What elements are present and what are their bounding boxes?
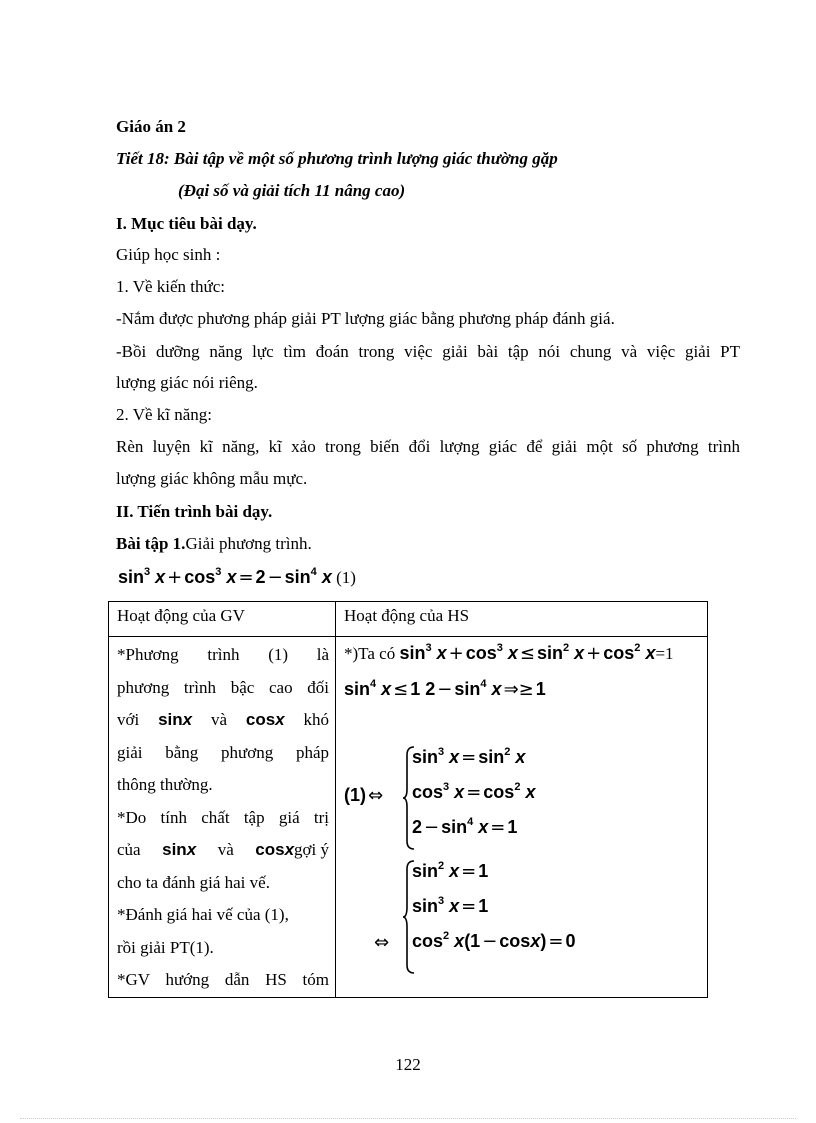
gv-word: của: [117, 840, 141, 859]
student-activity-cell: [336, 637, 708, 998]
system-1: [412, 747, 612, 857]
footer-divider: [20, 1118, 796, 1119]
gv-line: *GV hướng dẫn HS tóm: [117, 970, 329, 989]
math-cosx: cosx: [245, 710, 285, 729]
exercise-label: Bài tập 1.: [116, 534, 186, 553]
hs-inequality-line: [344, 643, 674, 664]
lesson-title: Tiết 18: Bài tập về một số phương trình lượng giác thường gặp: [116, 149, 558, 168]
skills-heading: 2. Về kĩ năng:: [116, 405, 213, 424]
system-1-row-3: $2 - \sin^4 x = 1$: [412, 816, 518, 838]
table-header-row: [109, 602, 708, 637]
system-1-row-1: $\sin^3 x = \sin^2 x$: [412, 746, 526, 768]
system-label: (1): [344, 785, 366, 805]
hs-second-line: [344, 679, 546, 700]
teacher-activity-cell: [109, 637, 336, 998]
gv-line: thông thường.: [117, 775, 213, 794]
math-sinx: sinx: [158, 710, 193, 729]
math-cosx: cosx: [255, 840, 295, 859]
system-1-label: (1) ⇔: [344, 785, 384, 806]
system-2-label: ⇔: [374, 932, 390, 953]
system-2-row-3: $\cos^2 x(1 - \cos x) = 0$: [412, 930, 576, 952]
gv-line: [117, 704, 329, 737]
lesson-activity-table: [108, 601, 708, 998]
intro-text: Giúp học sinh :: [116, 245, 221, 264]
skills-line-2: lượng giác không mẫu mực.: [116, 469, 308, 488]
table-body-row: [109, 637, 708, 998]
knowledge-heading: 1. Về kiến thức:: [116, 277, 225, 296]
course-name: (Đại số và giải tích 11 nâng cao): [178, 181, 406, 200]
header-student-activity: Hoạt động của HS: [336, 602, 708, 637]
lesson-label: Giáo án 2: [116, 117, 186, 136]
gv-line: phương trình bậc cao đối: [117, 677, 329, 697]
gv-line: rồi giải PT(1).: [117, 937, 214, 957]
exercise-text: Giải phương trình.: [185, 534, 312, 553]
gv-word: và: [217, 840, 234, 859]
gv-line: [117, 834, 329, 867]
skills-line-1: Rèn luyện kĩ năng, kĩ xảo trong biến đổi lượng giác để giải một số phương trình: [116, 437, 740, 456]
equation-formula: $\sin^3 x + \cos^3 x = 2 - \sin^4 x$: [118, 566, 332, 588]
section1-heading: I. Mục tiêu bài dạy.: [116, 214, 257, 233]
page-number: 122: [395, 1055, 421, 1074]
hs-text: *)Ta có: [344, 644, 396, 663]
hs-text: =1: [655, 644, 674, 663]
gv-line: *Phương trình (1) là: [117, 645, 329, 664]
knowledge-item-1: -Nắm được phương pháp giải PT lượng giác bằng phương pháp đánh giá.: [116, 309, 615, 328]
main-equation: [118, 566, 356, 589]
gv-line: *Đánh giá hai vế của (1),: [117, 905, 289, 924]
inequality-formula: $\sin^3 x + \cos^3 x \le \sin^2 x + \cos^2 x$: [399, 642, 656, 664]
gv-line: cho ta đánh giá hai vế.: [117, 872, 270, 892]
second-formula: $\sin^4 x \le 1$ $2 - \sin^4 x$ ⇒≥ 1: [344, 678, 546, 700]
exercise-line: [116, 533, 312, 555]
knowledge-item-2-line-1: -Bồi dưỡng năng lực tìm đoán trong việc giải bài tập nói chung và việc giải PT: [116, 342, 740, 361]
equation-label: (1): [336, 568, 356, 587]
gv-word: với: [117, 710, 140, 729]
gv-word: khó: [303, 710, 329, 729]
header-teacher-activity: Hoạt động của GV: [109, 602, 336, 637]
section2-heading: II. Tiến trình bài dạy.: [116, 502, 273, 521]
system-1-row-2: $\cos^3 x = \cos^2 x$: [412, 781, 536, 803]
system-2-row-2: $\sin^3 x = 1$: [412, 895, 489, 917]
math-sinx: sinx: [162, 840, 197, 859]
knowledge-item-2-line-2: lượng giác nói riêng.: [116, 373, 258, 392]
gv-line: giải bằng phương pháp: [117, 742, 329, 762]
system-2-row-1: $\sin^2 x = 1$: [412, 860, 489, 882]
gv-word: gợi ý: [294, 840, 329, 859]
gv-word: và: [210, 710, 228, 729]
system-2: [412, 861, 652, 981]
gv-line: *Do tính chất tập giá trị: [117, 807, 329, 827]
